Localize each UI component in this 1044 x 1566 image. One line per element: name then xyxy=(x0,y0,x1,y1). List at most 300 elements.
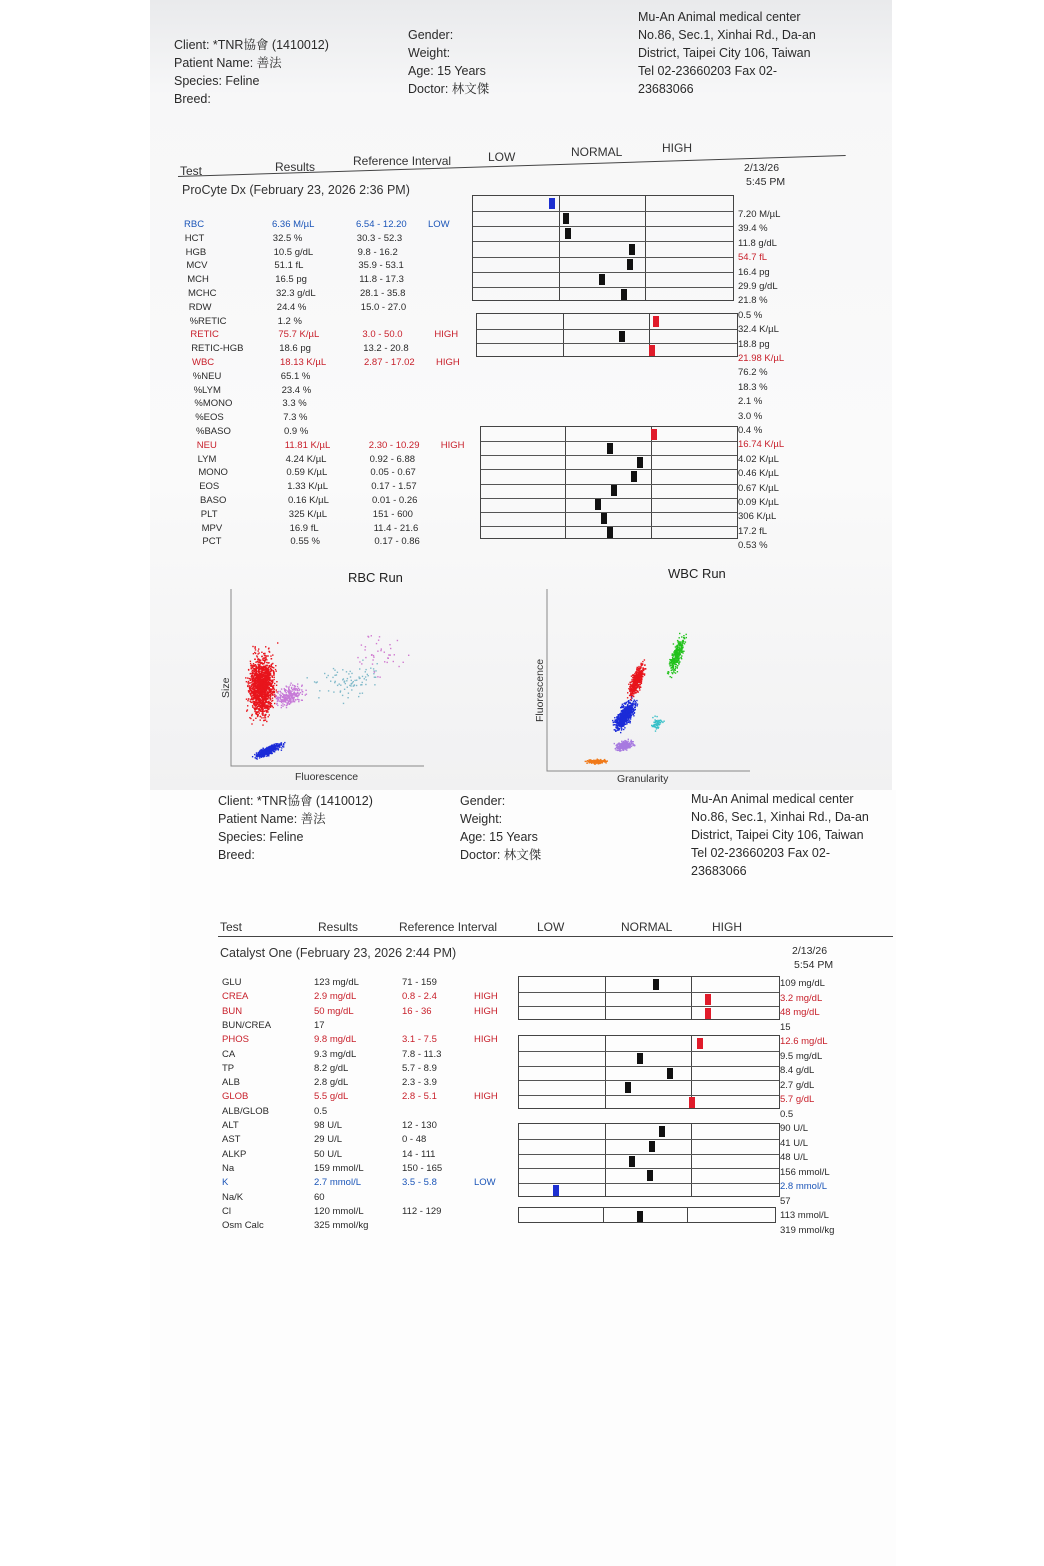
rbc-plot-title: RBC Run xyxy=(348,570,403,585)
row-divider xyxy=(519,992,779,993)
previous-result: 39.4 % xyxy=(738,223,768,235)
previous-result: 0.5 % xyxy=(738,309,763,321)
previous-result: 21.98 K/µL xyxy=(738,353,785,364)
wbc-plot-title: WBC Run xyxy=(668,566,726,581)
reference-range: 3.1 - 7.5 xyxy=(402,1034,437,1046)
previous-result: 57 xyxy=(780,1195,791,1207)
previous-result: 18.8 pg xyxy=(738,338,770,350)
test-name: HCT xyxy=(184,232,205,244)
reference-range: 2.30 - 10.29 xyxy=(368,439,420,451)
result-marker xyxy=(647,1170,653,1181)
row-divider xyxy=(519,1154,779,1155)
result-value: 6.36 M/µL xyxy=(272,219,315,230)
previous-result: 0.67 K/µL xyxy=(738,482,779,494)
previous-result: 0.46 K/µL xyxy=(738,468,779,480)
previous-result: 113 mmol/L xyxy=(780,1210,829,1221)
gender: Gender: xyxy=(408,28,454,42)
row-divider xyxy=(481,512,737,513)
previous-result: 17.2 fL xyxy=(738,525,768,537)
result-marker xyxy=(637,457,643,468)
clinic-line: Tel 02-23660203 Fax 02- xyxy=(691,846,830,860)
rbc-cluster xyxy=(245,642,278,726)
test-name: Osm Calc xyxy=(222,1220,264,1232)
result-value: 0.16 K/µL xyxy=(288,495,329,506)
patient-info xyxy=(218,792,373,864)
previous-result: 48 mg/dL xyxy=(780,1007,820,1018)
result-marker xyxy=(697,1038,703,1049)
previous-result: 3.0 % xyxy=(738,410,763,422)
result-marker xyxy=(563,213,569,224)
row-divider xyxy=(473,272,733,273)
rbc-y-label: Size xyxy=(220,677,232,698)
range-divider xyxy=(605,1124,606,1196)
range-divider xyxy=(605,977,606,1019)
test-name: NEU xyxy=(196,439,217,451)
row-divider xyxy=(519,1168,779,1169)
test-name: CREA xyxy=(222,991,249,1003)
test-name: PLT xyxy=(200,508,218,520)
row-divider xyxy=(477,329,737,330)
range-bar-group xyxy=(480,426,738,539)
result-marker xyxy=(631,471,637,482)
result-marker xyxy=(637,1053,643,1064)
previous-result: 18.3 % xyxy=(738,381,768,393)
test-name: WBC xyxy=(192,357,215,368)
result-marker xyxy=(627,259,633,270)
reference-range: 5.7 - 8.9 xyxy=(402,1062,437,1074)
test-name: Na xyxy=(222,1162,235,1174)
range-bar-group xyxy=(472,195,734,301)
test-name: BUN/CREA xyxy=(222,1019,272,1031)
range-bar-group xyxy=(518,1123,780,1197)
previous-result: 2.8 mmol/L xyxy=(780,1181,827,1192)
result-value: 325 K/µL xyxy=(288,508,328,520)
result-marker xyxy=(629,1156,635,1167)
monocyte-cluster xyxy=(614,739,636,752)
flag: LOW xyxy=(428,219,450,230)
previous-result: 90 U/L xyxy=(780,1123,808,1134)
result-marker xyxy=(611,485,617,496)
col-reference: Reference Interval xyxy=(353,154,452,168)
wbc-plot-axes xyxy=(547,589,750,771)
test-name: RDW xyxy=(188,301,212,313)
result-value: 123 mg/dL xyxy=(314,977,359,988)
reference-range: 3.0 - 50.0 xyxy=(362,329,403,341)
result-marker xyxy=(619,331,625,342)
result-value: 9.8 mg/dL xyxy=(314,1034,357,1046)
reference-range: 2.8 - 5.1 xyxy=(402,1091,437,1103)
clinic-line: Mu-An Animal medical center xyxy=(638,10,801,24)
result-marker xyxy=(705,994,711,1005)
test-name: ALB xyxy=(222,1077,240,1089)
previous-result: 54.7 fL xyxy=(738,252,768,264)
wbc-y-label: Fluorescence xyxy=(534,658,546,722)
patient-name: Patient Name: 善法 xyxy=(218,812,326,826)
result-marker xyxy=(705,1008,711,1019)
row-divider xyxy=(519,1139,779,1140)
test-name: Cl xyxy=(222,1205,231,1217)
test-name: MCHC xyxy=(188,288,217,299)
previous-result: 109 mg/dL xyxy=(780,978,825,989)
col-results: Results xyxy=(275,160,316,174)
debris-cluster xyxy=(585,759,608,765)
reference-range: 11.4 - 21.6 xyxy=(373,522,419,534)
result-marker xyxy=(653,316,659,327)
previous-result: 21.8 % xyxy=(738,295,768,307)
header-rule xyxy=(218,936,893,937)
result-marker xyxy=(595,499,601,510)
test-name: AST xyxy=(222,1134,241,1146)
patient-details xyxy=(460,792,541,864)
previous-result: 32.4 K/µL xyxy=(738,324,779,336)
reference-range: 11.8 - 17.3 xyxy=(359,274,404,286)
section-title: ProCyte Dx (February 23, 2026 2:36 PM) xyxy=(182,183,410,197)
clinic-info xyxy=(691,790,869,880)
age: Age: 15 Years xyxy=(460,830,538,844)
test-name: MPV xyxy=(201,522,223,534)
flag: HIGH xyxy=(434,329,459,341)
row-divider xyxy=(477,343,737,344)
reference-range: 3.5 - 5.8 xyxy=(402,1177,437,1189)
flag: HIGH xyxy=(474,1091,498,1103)
clinic-line: No.86, Sec.1, Xinhai Rd., Da-an xyxy=(638,28,816,42)
test-name: RETIC-HGB xyxy=(191,343,244,355)
result-marker xyxy=(637,1211,643,1222)
previous-result: 0.4 % xyxy=(738,425,763,436)
result-marker xyxy=(659,1126,665,1137)
reference-range: 150 - 165 xyxy=(402,1162,443,1174)
range-bar-group xyxy=(476,313,738,357)
catalyst-report-photo xyxy=(150,790,896,1566)
result-marker xyxy=(625,1082,631,1093)
flag: HIGH xyxy=(474,991,498,1003)
reference-range: 0 - 48 xyxy=(402,1134,427,1146)
gender: Gender: xyxy=(460,794,506,808)
result-value: 50 mg/dL xyxy=(314,1005,354,1017)
previous-result: 319 mmol/kg xyxy=(780,1224,835,1236)
result-value: 98 U/L xyxy=(314,1120,342,1131)
previous-result: 4.02 K/µL xyxy=(738,453,779,465)
test-name: %MONO xyxy=(194,398,233,410)
result-value: 60 xyxy=(314,1191,325,1203)
test-name: %LYM xyxy=(193,384,221,396)
species: Species: Feline xyxy=(218,830,304,844)
result-value: 5.5 g/dL xyxy=(314,1091,349,1103)
result-value: 1.33 K/µL xyxy=(287,481,329,493)
row-divider xyxy=(519,1051,779,1052)
previous-result: 306 K/µL xyxy=(738,511,777,523)
platelet-cluster xyxy=(252,742,286,760)
prev-date: 2/13/26 xyxy=(792,945,828,957)
test-name: K xyxy=(222,1177,229,1189)
age: Age: 15 Years xyxy=(408,64,486,78)
test-name: BUN xyxy=(222,1005,243,1017)
test-name: LYM xyxy=(197,453,217,465)
result-value: 17 xyxy=(314,1019,325,1031)
result-value: 3.3 % xyxy=(282,398,307,410)
rbc-scatter-plot xyxy=(228,585,428,770)
result-marker xyxy=(649,1141,655,1152)
result-value: 50 U/L xyxy=(314,1148,342,1160)
col-normal: NORMAL xyxy=(621,920,673,934)
previous-result: 48 U/L xyxy=(780,1152,808,1163)
reference-range: 35.9 - 53.1 xyxy=(358,260,404,272)
section-title: Catalyst One (February 23, 2026 2:44 PM) xyxy=(220,946,457,960)
result-marker xyxy=(599,274,605,285)
row-divider xyxy=(481,469,737,470)
patient-details xyxy=(408,26,489,98)
result-marker xyxy=(607,527,613,538)
result-marker xyxy=(653,979,659,990)
test-name: %RETIC xyxy=(189,315,227,327)
result-marker xyxy=(689,1097,695,1108)
result-marker xyxy=(553,1185,559,1196)
test-name: MCH xyxy=(187,274,209,286)
result-value: 0.9 % xyxy=(284,426,309,437)
clinic-line: District, Taipei City 106, Taiwan xyxy=(691,828,864,842)
previous-result: 0.53 % xyxy=(738,540,768,552)
prev-date: 2/13/26 xyxy=(744,162,780,174)
result-marker xyxy=(651,429,657,440)
reference-range: 7.8 - 11.3 xyxy=(402,1048,442,1060)
reference-range: 0.8 - 2.4 xyxy=(402,991,437,1003)
test-name: RBC xyxy=(184,219,205,230)
row-divider xyxy=(473,226,733,227)
test-name: EOS xyxy=(199,481,220,493)
range-divider xyxy=(691,1124,692,1196)
test-name: ALT xyxy=(222,1120,239,1131)
result-marker xyxy=(629,244,635,255)
clinic-line: 23683066 xyxy=(691,864,747,878)
test-name: HGB xyxy=(185,246,207,258)
neutrophil-cluster xyxy=(612,696,638,733)
flag: HIGH xyxy=(474,1034,498,1046)
range-divider xyxy=(605,1036,606,1108)
previous-result: 16.74 K/µL xyxy=(738,439,785,451)
result-marker xyxy=(549,198,555,209)
breed: Breed: xyxy=(218,848,255,862)
row-divider xyxy=(519,1006,779,1007)
row-divider xyxy=(519,1066,779,1067)
client-label: Client: *TNR協會 (1410012) xyxy=(174,38,329,52)
test-name: GLOB xyxy=(222,1091,249,1103)
range-bar-group xyxy=(518,976,780,1020)
previous-result: 16.4 pg xyxy=(738,266,770,278)
previous-result: 2.7 g/dL xyxy=(780,1079,815,1091)
col-high: HIGH xyxy=(662,141,692,155)
reference-range: 9.8 - 16.2 xyxy=(357,246,398,258)
previous-result: 2.1 % xyxy=(738,396,763,408)
row-divider xyxy=(473,211,733,212)
species: Species: Feline xyxy=(174,74,260,88)
test-name: RETIC xyxy=(190,329,219,341)
procyte-report-photo xyxy=(150,0,892,790)
result-value: 32.3 g/dL xyxy=(276,288,316,299)
result-value: 7.3 % xyxy=(283,412,308,424)
previous-result: 9.5 mg/dL xyxy=(780,1050,823,1062)
previous-result: 41 U/L xyxy=(780,1137,808,1149)
reference-range: 15.0 - 27.0 xyxy=(360,301,407,313)
basophil-cluster xyxy=(651,716,665,732)
previous-result: 11.8 g/dL xyxy=(738,237,777,249)
result-value: 75.7 K/µL xyxy=(278,329,320,341)
range-bar-group xyxy=(518,1035,780,1109)
previous-result: 8.4 g/dL xyxy=(780,1065,815,1076)
row-divider xyxy=(481,498,737,499)
test-name: PHOS xyxy=(222,1034,249,1046)
test-name: PCT xyxy=(202,536,222,548)
reference-range: 0.17 - 1.57 xyxy=(371,481,417,493)
range-divider xyxy=(563,314,564,356)
previous-result: 3.2 mg/dL xyxy=(780,992,823,1004)
test-name: Na/K xyxy=(222,1191,244,1203)
reference-range: 12 - 130 xyxy=(402,1120,437,1131)
doctor: Doctor: 林文傑 xyxy=(408,82,490,96)
prev-time: 5:45 PM xyxy=(746,176,786,188)
reference-range: 2.3 - 3.9 xyxy=(402,1077,437,1089)
test-name: MONO xyxy=(198,467,228,479)
reference-range: 112 - 129 xyxy=(402,1205,442,1217)
client-label: Client: *TNR協會 (1410012) xyxy=(218,794,373,808)
result-marker xyxy=(667,1068,673,1079)
reticulocyte-cluster xyxy=(275,683,308,709)
result-marker xyxy=(621,289,627,300)
weight: Weight: xyxy=(460,812,503,826)
col-test: Test xyxy=(180,164,203,178)
result-value: 1.2 % xyxy=(277,315,302,327)
previous-result: 156 mmol/L xyxy=(780,1166,830,1178)
noise-scatter xyxy=(307,660,378,705)
doctor: Doctor: 林文傑 xyxy=(460,848,542,862)
row-divider xyxy=(481,455,737,456)
reference-range: 6.54 - 12.20 xyxy=(356,219,407,230)
col-results: Results xyxy=(318,920,359,934)
row-divider xyxy=(473,257,733,258)
row-divider xyxy=(473,287,733,288)
result-value: 32.5 % xyxy=(272,232,303,244)
flag: HIGH xyxy=(474,1005,498,1017)
result-value: 51.1 fL xyxy=(274,260,304,272)
eosinophil-cluster xyxy=(627,659,646,700)
reference-range: 71 - 159 xyxy=(402,977,437,988)
result-value: 2.8 g/dL xyxy=(314,1077,349,1089)
row-divider xyxy=(481,484,737,485)
test-name: MCV xyxy=(186,260,208,272)
result-value: 10.5 g/dL xyxy=(273,246,314,258)
result-value: 0.55 % xyxy=(290,536,320,548)
range-divider xyxy=(691,977,692,1019)
reference-range: 16 - 36 xyxy=(402,1005,432,1017)
patient-name: Patient Name: 善法 xyxy=(174,56,282,70)
clinic-line: Mu-An Animal medical center xyxy=(691,792,854,806)
previous-result: 7.20 M/µL xyxy=(738,209,781,220)
lymphocyte-cluster xyxy=(667,633,687,678)
previous-result: 15 xyxy=(780,1021,791,1033)
result-value: 65.1 % xyxy=(280,370,311,382)
result-value: 2.9 mg/dL xyxy=(314,991,357,1003)
col-low: LOW xyxy=(537,920,565,934)
result-value: 16.9 fL xyxy=(289,522,319,534)
flag: HIGH xyxy=(436,357,460,368)
breed: Breed: xyxy=(174,92,211,106)
result-value: 18.13 K/µL xyxy=(280,357,327,368)
clinic-line: Tel 02-23660203 Fax 02- xyxy=(638,64,777,78)
clinic-line: No.86, Sec.1, Xinhai Rd., Da-an xyxy=(691,810,869,824)
page-margin xyxy=(0,0,150,1566)
test-name: GLU xyxy=(222,977,242,988)
test-name: %NEU xyxy=(192,370,222,382)
reference-range: 0.01 - 0.26 xyxy=(372,495,418,506)
reference-range: 28.1 - 35.8 xyxy=(360,288,406,299)
result-value: 0.5 xyxy=(314,1105,328,1117)
patient-info xyxy=(174,36,329,108)
rbc-x-label: Fluorescence xyxy=(295,771,359,783)
reference-range: 151 - 600 xyxy=(372,508,413,520)
col-low: LOW xyxy=(488,150,516,164)
col-reference: Reference Interval xyxy=(399,920,498,934)
test-name: %BASO xyxy=(196,426,231,437)
result-marker xyxy=(649,345,655,356)
test-name: BASO xyxy=(200,495,227,506)
range-divider xyxy=(651,427,652,538)
result-value: 0.59 K/µL xyxy=(286,467,328,479)
row-divider xyxy=(473,241,733,242)
result-marker xyxy=(607,443,613,454)
result-value: 16.5 pg xyxy=(275,274,307,286)
result-value: 29 U/L xyxy=(314,1134,342,1146)
reference-range: 13.2 - 20.8 xyxy=(363,343,409,355)
result-value: 23.4 % xyxy=(281,384,312,396)
clinic-info xyxy=(638,8,816,98)
range-bar-group xyxy=(518,1207,776,1223)
range-divider xyxy=(603,1208,604,1222)
wbc-scatter-plot xyxy=(544,585,754,775)
result-value: 8.2 g/dL xyxy=(314,1062,349,1074)
col-test: Test xyxy=(220,920,243,934)
clinic-line: 23683066 xyxy=(638,82,694,96)
result-value: 325 mmol/kg xyxy=(314,1220,369,1232)
reference-range: 0.92 - 6.88 xyxy=(369,453,416,465)
previous-result: 12.6 mg/dL xyxy=(780,1036,828,1047)
previous-result: 0.5 xyxy=(780,1108,794,1120)
weight: Weight: xyxy=(408,46,451,60)
test-name: ALB/GLOB xyxy=(222,1105,269,1117)
result-value: 18.6 pg xyxy=(279,343,311,355)
col-high: HIGH xyxy=(712,920,742,934)
result-value: 120 mmol/L xyxy=(314,1205,364,1217)
result-value: 9.3 mg/dL xyxy=(314,1048,357,1060)
reference-range: 30.3 - 52.3 xyxy=(356,232,403,244)
test-name: %EOS xyxy=(195,412,224,424)
flag: LOW xyxy=(474,1177,496,1189)
clinic-line: District, Taipei City 106, Taiwan xyxy=(638,46,811,60)
row-divider xyxy=(519,1183,779,1184)
col-normal: NORMAL xyxy=(571,145,623,159)
result-marker xyxy=(601,513,607,524)
reference-range: 0.17 - 0.86 xyxy=(374,536,420,548)
result-value: 159 mmol/L xyxy=(314,1162,364,1174)
previous-result: 29.9 g/dL xyxy=(738,281,778,292)
range-divider xyxy=(565,427,566,538)
result-value: 4.24 K/µL xyxy=(285,453,327,465)
result-value: 11.81 K/µL xyxy=(284,439,331,451)
result-value: 2.7 mmol/L xyxy=(314,1177,361,1189)
result-value: 24.4 % xyxy=(276,301,307,313)
row-divider xyxy=(519,1080,779,1081)
row-divider xyxy=(519,1095,779,1096)
result-marker xyxy=(565,228,571,239)
reference-range: 2.87 - 17.02 xyxy=(364,357,415,368)
